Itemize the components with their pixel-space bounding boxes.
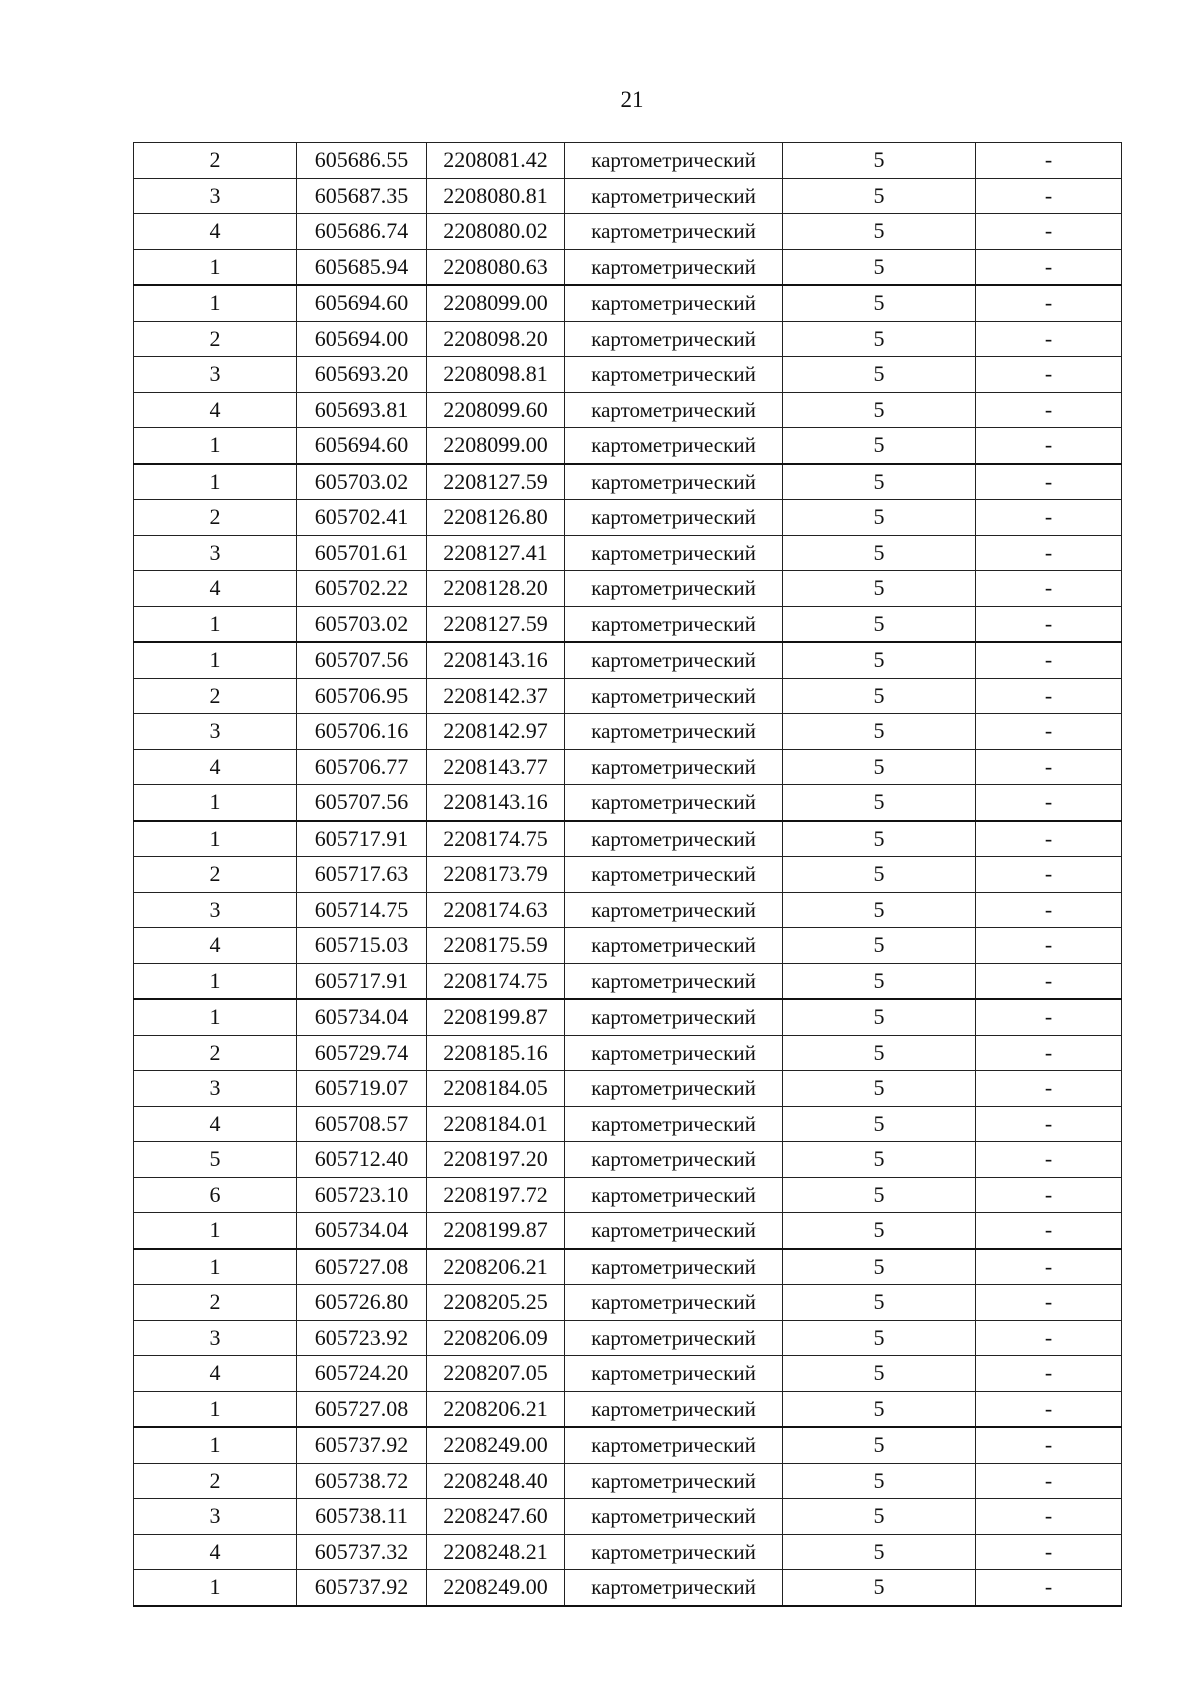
y-coordinate-cell: 2208206.09 bbox=[427, 1320, 565, 1356]
method-cell: картометрический bbox=[565, 428, 783, 464]
x-coordinate-cell: 605703.02 bbox=[297, 606, 427, 642]
accuracy-cell: 5 bbox=[783, 1427, 976, 1463]
point-number-cell: 4 bbox=[134, 571, 297, 607]
y-coordinate-cell: 2208249.00 bbox=[427, 1570, 565, 1606]
y-coordinate-cell: 2208098.81 bbox=[427, 357, 565, 393]
description-cell: - bbox=[976, 321, 1122, 357]
description-cell: - bbox=[976, 1356, 1122, 1392]
y-coordinate-cell: 2208081.42 bbox=[427, 143, 565, 179]
table-row bbox=[134, 606, 1122, 642]
accuracy-cell: 5 bbox=[783, 178, 976, 214]
accuracy-cell: 5 bbox=[783, 1213, 976, 1249]
point-number-cell: 2 bbox=[134, 857, 297, 893]
accuracy-cell: 5 bbox=[783, 785, 976, 821]
y-coordinate-cell: 2208127.59 bbox=[427, 464, 565, 500]
x-coordinate-cell: 605712.40 bbox=[297, 1142, 427, 1178]
y-coordinate-cell: 2208099.00 bbox=[427, 285, 565, 321]
method-cell: картометрический bbox=[565, 963, 783, 999]
point-number-cell: 5 bbox=[134, 1142, 297, 1178]
table-row bbox=[134, 999, 1122, 1035]
accuracy-cell: 5 bbox=[783, 714, 976, 750]
point-number-cell: 4 bbox=[134, 1356, 297, 1392]
point-number-cell: 3 bbox=[134, 1071, 297, 1107]
table-row bbox=[134, 321, 1122, 357]
y-coordinate-cell: 2208247.60 bbox=[427, 1499, 565, 1535]
description-cell: - bbox=[976, 1177, 1122, 1213]
point-number-cell: 4 bbox=[134, 214, 297, 250]
table-row bbox=[134, 1391, 1122, 1427]
y-coordinate-cell: 2208080.02 bbox=[427, 214, 565, 250]
description-cell: - bbox=[976, 1213, 1122, 1249]
table-row bbox=[134, 821, 1122, 857]
point-number-cell: 2 bbox=[134, 1285, 297, 1321]
x-coordinate-cell: 605715.03 bbox=[297, 928, 427, 964]
method-cell: картометрический bbox=[565, 143, 783, 179]
method-cell: картометрический bbox=[565, 606, 783, 642]
x-coordinate-cell: 605726.80 bbox=[297, 1285, 427, 1321]
point-number-cell: 1 bbox=[134, 249, 297, 285]
method-cell: картометрический bbox=[565, 1391, 783, 1427]
accuracy-cell: 5 bbox=[783, 1285, 976, 1321]
x-coordinate-cell: 605723.10 bbox=[297, 1177, 427, 1213]
point-number-cell: 1 bbox=[134, 1570, 297, 1606]
point-number-cell: 1 bbox=[134, 1391, 297, 1427]
x-coordinate-cell: 605727.08 bbox=[297, 1249, 427, 1285]
description-cell: - bbox=[976, 749, 1122, 785]
y-coordinate-cell: 2208143.77 bbox=[427, 749, 565, 785]
x-coordinate-cell: 605693.81 bbox=[297, 392, 427, 428]
y-coordinate-cell: 2208206.21 bbox=[427, 1249, 565, 1285]
point-number-cell: 1 bbox=[134, 785, 297, 821]
x-coordinate-cell: 605693.20 bbox=[297, 357, 427, 393]
accuracy-cell: 5 bbox=[783, 678, 976, 714]
method-cell: картометрический bbox=[565, 999, 783, 1035]
x-coordinate-cell: 605737.92 bbox=[297, 1570, 427, 1606]
accuracy-cell: 5 bbox=[783, 1071, 976, 1107]
table-row bbox=[134, 1320, 1122, 1356]
y-coordinate-cell: 2208173.79 bbox=[427, 857, 565, 893]
method-cell: картометрический bbox=[565, 285, 783, 321]
x-coordinate-cell: 605729.74 bbox=[297, 1035, 427, 1071]
x-coordinate-cell: 605694.60 bbox=[297, 285, 427, 321]
method-cell: картометрический bbox=[565, 1570, 783, 1606]
x-coordinate-cell: 605738.72 bbox=[297, 1463, 427, 1499]
accuracy-cell: 5 bbox=[783, 642, 976, 678]
accuracy-cell: 5 bbox=[783, 571, 976, 607]
accuracy-cell: 5 bbox=[783, 1142, 976, 1178]
table-row bbox=[134, 1177, 1122, 1213]
table-row bbox=[134, 963, 1122, 999]
x-coordinate-cell: 605717.91 bbox=[297, 821, 427, 857]
accuracy-cell: 5 bbox=[783, 392, 976, 428]
accuracy-cell: 5 bbox=[783, 143, 976, 179]
table-row bbox=[134, 1499, 1122, 1535]
x-coordinate-cell: 605724.20 bbox=[297, 1356, 427, 1392]
method-cell: картометрический bbox=[565, 500, 783, 536]
method-cell: картометрический bbox=[565, 1320, 783, 1356]
table-row bbox=[134, 392, 1122, 428]
description-cell: - bbox=[976, 1534, 1122, 1570]
description-cell: - bbox=[976, 1071, 1122, 1107]
point-number-cell: 3 bbox=[134, 357, 297, 393]
accuracy-cell: 5 bbox=[783, 1249, 976, 1285]
table-row bbox=[134, 1249, 1122, 1285]
method-cell: картометрический bbox=[565, 714, 783, 750]
point-number-cell: 3 bbox=[134, 178, 297, 214]
description-cell: - bbox=[976, 1142, 1122, 1178]
table-row bbox=[134, 1142, 1122, 1178]
accuracy-cell: 5 bbox=[783, 214, 976, 250]
y-coordinate-cell: 2208199.87 bbox=[427, 1213, 565, 1249]
y-coordinate-cell: 2208205.25 bbox=[427, 1285, 565, 1321]
description-cell: - bbox=[976, 1035, 1122, 1071]
accuracy-cell: 5 bbox=[783, 1463, 976, 1499]
point-number-cell: 3 bbox=[134, 892, 297, 928]
table-row bbox=[134, 892, 1122, 928]
coordinates-table bbox=[133, 142, 1122, 1607]
point-number-cell: 1 bbox=[134, 464, 297, 500]
point-number-cell: 2 bbox=[134, 1035, 297, 1071]
accuracy-cell: 5 bbox=[783, 357, 976, 393]
method-cell: картометрический bbox=[565, 821, 783, 857]
point-number-cell: 2 bbox=[134, 1463, 297, 1499]
accuracy-cell: 5 bbox=[783, 1320, 976, 1356]
accuracy-cell: 5 bbox=[783, 535, 976, 571]
description-cell: - bbox=[976, 928, 1122, 964]
description-cell: - bbox=[976, 249, 1122, 285]
table-row bbox=[134, 428, 1122, 464]
accuracy-cell: 5 bbox=[783, 1177, 976, 1213]
accuracy-cell: 5 bbox=[783, 999, 976, 1035]
description-cell: - bbox=[976, 1499, 1122, 1535]
y-coordinate-cell: 2208207.05 bbox=[427, 1356, 565, 1392]
point-number-cell: 3 bbox=[134, 714, 297, 750]
point-number-cell: 3 bbox=[134, 1499, 297, 1535]
table-row bbox=[134, 571, 1122, 607]
method-cell: картометрический bbox=[565, 1499, 783, 1535]
point-number-cell: 1 bbox=[134, 285, 297, 321]
method-cell: картометрический bbox=[565, 1035, 783, 1071]
x-coordinate-cell: 605703.02 bbox=[297, 464, 427, 500]
table-row bbox=[134, 1570, 1122, 1606]
accuracy-cell: 5 bbox=[783, 249, 976, 285]
method-cell: картометрический bbox=[565, 1427, 783, 1463]
point-number-cell: 1 bbox=[134, 1427, 297, 1463]
description-cell: - bbox=[976, 1427, 1122, 1463]
y-coordinate-cell: 2208143.16 bbox=[427, 642, 565, 678]
point-number-cell: 3 bbox=[134, 535, 297, 571]
description-cell: - bbox=[976, 999, 1122, 1035]
method-cell: картометрический bbox=[565, 1463, 783, 1499]
x-coordinate-cell: 605694.00 bbox=[297, 321, 427, 357]
y-coordinate-cell: 2208143.16 bbox=[427, 785, 565, 821]
method-cell: картометрический bbox=[565, 857, 783, 893]
description-cell: - bbox=[976, 1249, 1122, 1285]
point-number-cell: 1 bbox=[134, 999, 297, 1035]
table-row bbox=[134, 500, 1122, 536]
description-cell: - bbox=[976, 535, 1122, 571]
method-cell: картометрический bbox=[565, 928, 783, 964]
x-coordinate-cell: 605727.08 bbox=[297, 1391, 427, 1427]
table-row bbox=[134, 642, 1122, 678]
method-cell: картометрический bbox=[565, 892, 783, 928]
method-cell: картометрический bbox=[565, 1142, 783, 1178]
y-coordinate-cell: 2208197.72 bbox=[427, 1177, 565, 1213]
x-coordinate-cell: 605717.91 bbox=[297, 963, 427, 999]
x-coordinate-cell: 605702.22 bbox=[297, 571, 427, 607]
accuracy-cell: 5 bbox=[783, 464, 976, 500]
x-coordinate-cell: 605685.94 bbox=[297, 249, 427, 285]
table-row bbox=[134, 714, 1122, 750]
description-cell: - bbox=[976, 392, 1122, 428]
y-coordinate-cell: 2208142.37 bbox=[427, 678, 565, 714]
x-coordinate-cell: 605734.04 bbox=[297, 1213, 427, 1249]
x-coordinate-cell: 605701.61 bbox=[297, 535, 427, 571]
accuracy-cell: 5 bbox=[783, 428, 976, 464]
accuracy-cell: 5 bbox=[783, 928, 976, 964]
x-coordinate-cell: 605737.92 bbox=[297, 1427, 427, 1463]
description-cell: - bbox=[976, 1320, 1122, 1356]
x-coordinate-cell: 605706.77 bbox=[297, 749, 427, 785]
x-coordinate-cell: 605738.11 bbox=[297, 1499, 427, 1535]
accuracy-cell: 5 bbox=[783, 500, 976, 536]
point-number-cell: 1 bbox=[134, 428, 297, 464]
table-row bbox=[134, 928, 1122, 964]
y-coordinate-cell: 2208080.81 bbox=[427, 178, 565, 214]
table-row bbox=[134, 357, 1122, 393]
table-row bbox=[134, 535, 1122, 571]
description-cell: - bbox=[976, 464, 1122, 500]
table-row bbox=[134, 464, 1122, 500]
point-number-cell: 4 bbox=[134, 749, 297, 785]
page-number: 21 bbox=[620, 87, 644, 112]
accuracy-cell: 5 bbox=[783, 821, 976, 857]
table-row bbox=[134, 214, 1122, 250]
x-coordinate-cell: 605706.16 bbox=[297, 714, 427, 750]
method-cell: картометрический bbox=[565, 1213, 783, 1249]
x-coordinate-cell: 605734.04 bbox=[297, 999, 427, 1035]
y-coordinate-cell: 2208127.59 bbox=[427, 606, 565, 642]
point-number-cell: 4 bbox=[134, 392, 297, 428]
y-coordinate-cell: 2208199.87 bbox=[427, 999, 565, 1035]
description-cell: - bbox=[976, 678, 1122, 714]
description-cell: - bbox=[976, 214, 1122, 250]
accuracy-cell: 5 bbox=[783, 1570, 976, 1606]
accuracy-cell: 5 bbox=[783, 321, 976, 357]
table-row bbox=[134, 1356, 1122, 1392]
description-cell: - bbox=[976, 285, 1122, 321]
y-coordinate-cell: 2208142.97 bbox=[427, 714, 565, 750]
table-row bbox=[134, 678, 1122, 714]
table-row bbox=[134, 178, 1122, 214]
table-row bbox=[134, 749, 1122, 785]
accuracy-cell: 5 bbox=[783, 1391, 976, 1427]
description-cell: - bbox=[976, 1285, 1122, 1321]
description-cell: - bbox=[976, 892, 1122, 928]
point-number-cell: 2 bbox=[134, 678, 297, 714]
point-number-cell: 6 bbox=[134, 1177, 297, 1213]
description-cell: - bbox=[976, 357, 1122, 393]
accuracy-cell: 5 bbox=[783, 749, 976, 785]
y-coordinate-cell: 2208248.21 bbox=[427, 1534, 565, 1570]
accuracy-cell: 5 bbox=[783, 606, 976, 642]
point-number-cell: 4 bbox=[134, 1106, 297, 1142]
point-number-cell: 4 bbox=[134, 928, 297, 964]
y-coordinate-cell: 2208184.01 bbox=[427, 1106, 565, 1142]
table-row bbox=[134, 143, 1122, 179]
method-cell: картометрический bbox=[565, 1106, 783, 1142]
description-cell: - bbox=[976, 1391, 1122, 1427]
description-cell: - bbox=[976, 1570, 1122, 1606]
y-coordinate-cell: 2208184.05 bbox=[427, 1071, 565, 1107]
point-number-cell: 2 bbox=[134, 500, 297, 536]
y-coordinate-cell: 2208174.63 bbox=[427, 892, 565, 928]
x-coordinate-cell: 605707.56 bbox=[297, 785, 427, 821]
y-coordinate-cell: 2208099.00 bbox=[427, 428, 565, 464]
point-number-cell: 2 bbox=[134, 321, 297, 357]
description-cell: - bbox=[976, 1463, 1122, 1499]
x-coordinate-cell: 605702.41 bbox=[297, 500, 427, 536]
method-cell: картометрический bbox=[565, 535, 783, 571]
method-cell: картометрический bbox=[565, 1071, 783, 1107]
accuracy-cell: 5 bbox=[783, 963, 976, 999]
y-coordinate-cell: 2208128.20 bbox=[427, 571, 565, 607]
description-cell: - bbox=[976, 606, 1122, 642]
table-row bbox=[134, 857, 1122, 893]
description-cell: - bbox=[976, 963, 1122, 999]
point-number-cell: 1 bbox=[134, 606, 297, 642]
description-cell: - bbox=[976, 571, 1122, 607]
table-body bbox=[134, 143, 1122, 1606]
accuracy-cell: 5 bbox=[783, 857, 976, 893]
point-number-cell: 1 bbox=[134, 1213, 297, 1249]
x-coordinate-cell: 605737.32 bbox=[297, 1534, 427, 1570]
method-cell: картометрический bbox=[565, 214, 783, 250]
method-cell: картометрический bbox=[565, 1285, 783, 1321]
method-cell: картометрический bbox=[565, 1177, 783, 1213]
point-number-cell: 1 bbox=[134, 821, 297, 857]
description-cell: - bbox=[976, 500, 1122, 536]
accuracy-cell: 5 bbox=[783, 1035, 976, 1071]
description-cell: - bbox=[976, 143, 1122, 179]
x-coordinate-cell: 605686.74 bbox=[297, 214, 427, 250]
method-cell: картометрический bbox=[565, 571, 783, 607]
table-row bbox=[134, 285, 1122, 321]
y-coordinate-cell: 2208185.16 bbox=[427, 1035, 565, 1071]
description-cell: - bbox=[976, 714, 1122, 750]
table-row bbox=[134, 1071, 1122, 1107]
y-coordinate-cell: 2208249.00 bbox=[427, 1427, 565, 1463]
method-cell: картометрический bbox=[565, 749, 783, 785]
point-number-cell: 2 bbox=[134, 143, 297, 179]
method-cell: картометрический bbox=[565, 464, 783, 500]
method-cell: картометрический bbox=[565, 642, 783, 678]
method-cell: картометрический bbox=[565, 357, 783, 393]
x-coordinate-cell: 605717.63 bbox=[297, 857, 427, 893]
y-coordinate-cell: 2208098.20 bbox=[427, 321, 565, 357]
description-cell: - bbox=[976, 785, 1122, 821]
table-row bbox=[134, 1213, 1122, 1249]
y-coordinate-cell: 2208080.63 bbox=[427, 249, 565, 285]
x-coordinate-cell: 605719.07 bbox=[297, 1071, 427, 1107]
y-coordinate-cell: 2208248.40 bbox=[427, 1463, 565, 1499]
accuracy-cell: 5 bbox=[783, 892, 976, 928]
table-row bbox=[134, 1427, 1122, 1463]
method-cell: картометрический bbox=[565, 1356, 783, 1392]
table-row bbox=[134, 1106, 1122, 1142]
y-coordinate-cell: 2208099.60 bbox=[427, 392, 565, 428]
method-cell: картометрический bbox=[565, 178, 783, 214]
accuracy-cell: 5 bbox=[783, 1356, 976, 1392]
method-cell: картометрический bbox=[565, 1249, 783, 1285]
method-cell: картометрический bbox=[565, 678, 783, 714]
description-cell: - bbox=[976, 642, 1122, 678]
y-coordinate-cell: 2208197.20 bbox=[427, 1142, 565, 1178]
table-row bbox=[134, 249, 1122, 285]
method-cell: картометрический bbox=[565, 392, 783, 428]
table-row bbox=[134, 1035, 1122, 1071]
point-number-cell: 4 bbox=[134, 1534, 297, 1570]
table-row bbox=[134, 1463, 1122, 1499]
method-cell: картометрический bbox=[565, 321, 783, 357]
description-cell: - bbox=[976, 428, 1122, 464]
x-coordinate-cell: 605686.55 bbox=[297, 143, 427, 179]
point-number-cell: 1 bbox=[134, 642, 297, 678]
x-coordinate-cell: 605714.75 bbox=[297, 892, 427, 928]
table-row bbox=[134, 1534, 1122, 1570]
method-cell: картометрический bbox=[565, 249, 783, 285]
y-coordinate-cell: 2208174.75 bbox=[427, 963, 565, 999]
point-number-cell: 1 bbox=[134, 1249, 297, 1285]
method-cell: картометрический bbox=[565, 1534, 783, 1570]
table-row bbox=[134, 1285, 1122, 1321]
x-coordinate-cell: 605687.35 bbox=[297, 178, 427, 214]
y-coordinate-cell: 2208175.59 bbox=[427, 928, 565, 964]
accuracy-cell: 5 bbox=[783, 1534, 976, 1570]
y-coordinate-cell: 2208174.75 bbox=[427, 821, 565, 857]
y-coordinate-cell: 2208206.21 bbox=[427, 1391, 565, 1427]
x-coordinate-cell: 605708.57 bbox=[297, 1106, 427, 1142]
accuracy-cell: 5 bbox=[783, 285, 976, 321]
table-row bbox=[134, 785, 1122, 821]
description-cell: - bbox=[976, 1106, 1122, 1142]
x-coordinate-cell: 605707.56 bbox=[297, 642, 427, 678]
y-coordinate-cell: 2208127.41 bbox=[427, 535, 565, 571]
point-number-cell: 3 bbox=[134, 1320, 297, 1356]
x-coordinate-cell: 605706.95 bbox=[297, 678, 427, 714]
accuracy-cell: 5 bbox=[783, 1499, 976, 1535]
accuracy-cell: 5 bbox=[783, 1106, 976, 1142]
method-cell: картометрический bbox=[565, 785, 783, 821]
description-cell: - bbox=[976, 857, 1122, 893]
x-coordinate-cell: 605694.60 bbox=[297, 428, 427, 464]
point-number-cell: 1 bbox=[134, 963, 297, 999]
description-cell: - bbox=[976, 178, 1122, 214]
description-cell: - bbox=[976, 821, 1122, 857]
x-coordinate-cell: 605723.92 bbox=[297, 1320, 427, 1356]
y-coordinate-cell: 2208126.80 bbox=[427, 500, 565, 536]
